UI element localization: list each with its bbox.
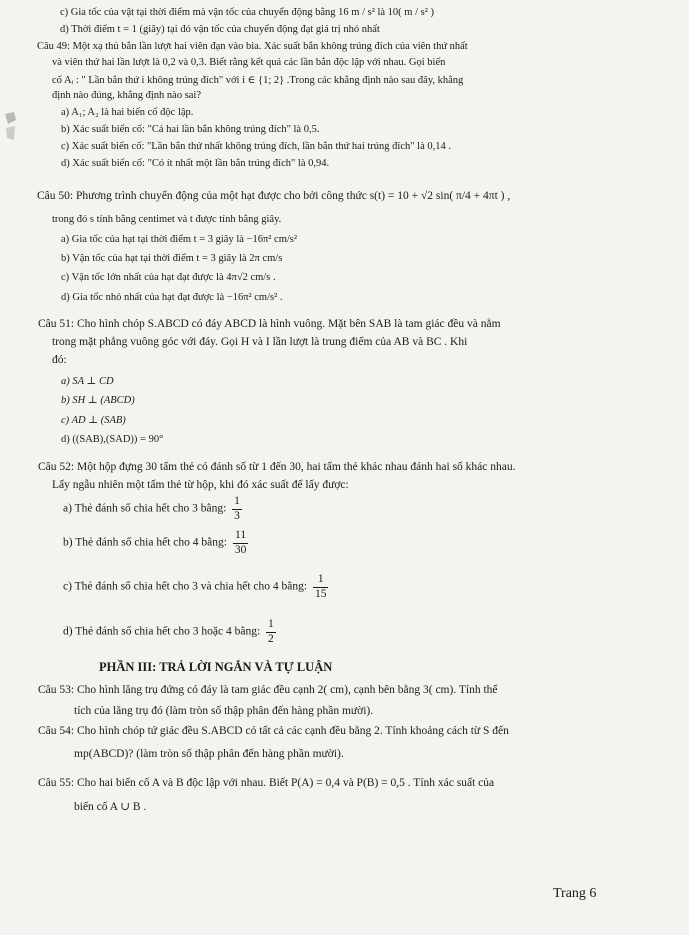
q50-stem-line-2: trong đó s tính bằng centimet và t được tính bằng giây.	[52, 214, 282, 225]
q51-option-d: d) ((SAB),(SAD)) = 90°	[61, 434, 164, 445]
q49-option-d: d) Xác suất biến cố: "Có ít nhất một lần bắn trúng đích" là 0,94.	[61, 158, 330, 169]
q52-option-d-text: d) Thẻ đánh số chia hết cho 3 hoặc 4 bằng:	[63, 625, 261, 638]
q52-option-a-text: a) Thẻ đánh số chia hết cho 3 bằng:	[63, 502, 227, 515]
fraction-denominator: 3	[234, 509, 240, 522]
q49-stem-line-1: Câu 49: Một xạ thủ bắn lần lượt hai viên đạn vào bia. Xác suất bắn không trúng đích của viên thứ nhất	[37, 41, 468, 52]
q53-stem-line-2: tích của lăng trụ đó (làm tròn số thập phân đến hàng phần mười).	[74, 705, 374, 717]
q52-stem-line-2: Lấy ngẫu nhiên một tấm thẻ từ hộp, khi đó xác suất để lấy được:	[52, 479, 349, 491]
q53-stem-line-1: Câu 53: Cho hình lăng trụ đứng có đáy là tam giác đều cạnh 2( cm), cạnh bên bằng 3( cm). Tính thể	[38, 684, 498, 696]
fraction-numerator: 1	[266, 619, 276, 633]
q48-option-c: c) Gia tốc của vật tại thời điểm mà vận tốc của chuyển động bằng 16 m / s² là 10( m / s² )	[60, 7, 434, 18]
q50-option-a: a) Gia tốc của hạt tại thời điểm t = 3 giây là −16π² cm/s²	[61, 234, 298, 245]
q54-stem-line-2: mp(ABCD)? (làm tròn số thập phân đến hàng phần mười).	[74, 748, 344, 760]
q50-option-b: b) Vận tốc của hạt tại thời điểm t = 3 giây là 2π cm/s	[61, 253, 283, 264]
q54-stem-line-1: Câu 54: Cho hình chóp tứ giác đều S.ABCD có tất cả các cạnh đều bằng 2. Tính khoảng cách từ S đến	[38, 725, 509, 737]
q49-option-c: c) Xác suất biến cố: "Lần bắn thứ nhất không trúng đích, lần bắn thứ hai trúng đích" là 0,14 .	[61, 141, 451, 152]
q52-option-c-text: c) Thẻ đánh số chia hết cho 3 và chia hết cho 4 bằng:	[63, 580, 308, 593]
q52-stem-line-1: Câu 52: Một hộp đựng 30 tấm thẻ có đánh số từ 1 đến 30, hai tấm thẻ khác nhau đánh hai số khác nhau.	[38, 461, 516, 473]
fraction-numerator: 11	[233, 530, 249, 544]
q52-option-a	[63, 496, 242, 522]
fraction-denominator: 15	[314, 587, 327, 600]
q50-option-d: d) Gia tốc nhỏ nhất của hạt đạt được là −16π² cm/s² .	[61, 292, 283, 303]
q55-stem-line-1: Câu 55: Cho hai biến cố A và B độc lập với nhau. Biết P(A) = 0,4 và P(B) = 0,5 . Tính xác suất của	[38, 777, 495, 789]
q51-option-a: a) SA ⊥ CD	[61, 376, 114, 387]
q51-stem-line-3: đó:	[52, 354, 67, 366]
q51-option-b: b) SH ⊥ (ABCD)	[61, 395, 135, 406]
scan-mark-icon	[2, 110, 20, 144]
q51-stem-line-1: Câu 51: Cho hình chóp S.ABCD có đáy ABCD là hình vuông. Mặt bên SAB là tam giác đều và nằm	[38, 318, 501, 330]
fraction-numerator: 1	[313, 574, 329, 588]
q52-option-a-fraction	[232, 496, 242, 522]
q52-option-b	[63, 530, 248, 556]
q52-option-d	[63, 619, 276, 645]
fraction-denominator: 2	[268, 632, 274, 645]
q49-stem-line-2: và viên thứ hai lần lượt là 0,2 và 0,3. Biết rằng kết quả các lần bắn độc lập với nhau. Gọi biến	[52, 57, 446, 68]
part-three-heading: PHẦN III: TRẢ LỜI NGẮN VÀ TỰ LUẬN	[99, 660, 333, 674]
fraction-denominator: 30	[234, 543, 247, 556]
q55-stem-line-2: biến cố A ∪ B .	[74, 801, 147, 813]
q52-option-c-fraction	[313, 574, 329, 600]
q52-option-d-fraction	[266, 619, 276, 645]
page-number: Trang 6	[553, 886, 597, 901]
q50-stem-line-1: Câu 50: Phương trình chuyển động của một hạt được cho bởi công thức s(t) = 10 + √2 sin( π/4 + 4πt ) ,	[37, 190, 511, 202]
q49-option-b: b) Xác suất biến cố: "Cả hai lần bắn không trúng đích" là 0,5.	[61, 124, 320, 135]
q48-option-d: d) Thời điểm t = 1 (giây) tại đó vận tốc của chuyển động đạt giá trị nhỏ nhất	[60, 24, 380, 35]
q52-option-b-text: b) Thẻ đánh số chia hết cho 4 bằng:	[63, 536, 227, 549]
q51-option-c: c) AD ⊥ (SAB)	[61, 415, 126, 426]
q49-option-a: a) A₁; A₂ là hai biến cố độc lập.	[61, 107, 194, 118]
fraction-numerator: 1	[232, 496, 242, 510]
q49-stem-line-4: định nào đúng, khẳng định nào sai?	[52, 90, 202, 101]
q50-option-c: c) Vận tốc lớn nhất của hạt đạt được là 4π√2 cm/s .	[61, 272, 276, 283]
q49-stem-line-3: cố Aᵢ : " Lần bắn thứ i không trúng đích" với i ∈ {1; 2} .Trong các khẳng định nào sau đây, khẳng	[52, 75, 464, 86]
q51-stem-line-2: trong mặt phẳng vuông góc với đáy. Gọi H và I lần lượt là trung điểm của AB và BC . Khi	[52, 336, 468, 348]
q52-option-b-fraction	[233, 530, 249, 556]
q52-option-c	[63, 574, 328, 600]
